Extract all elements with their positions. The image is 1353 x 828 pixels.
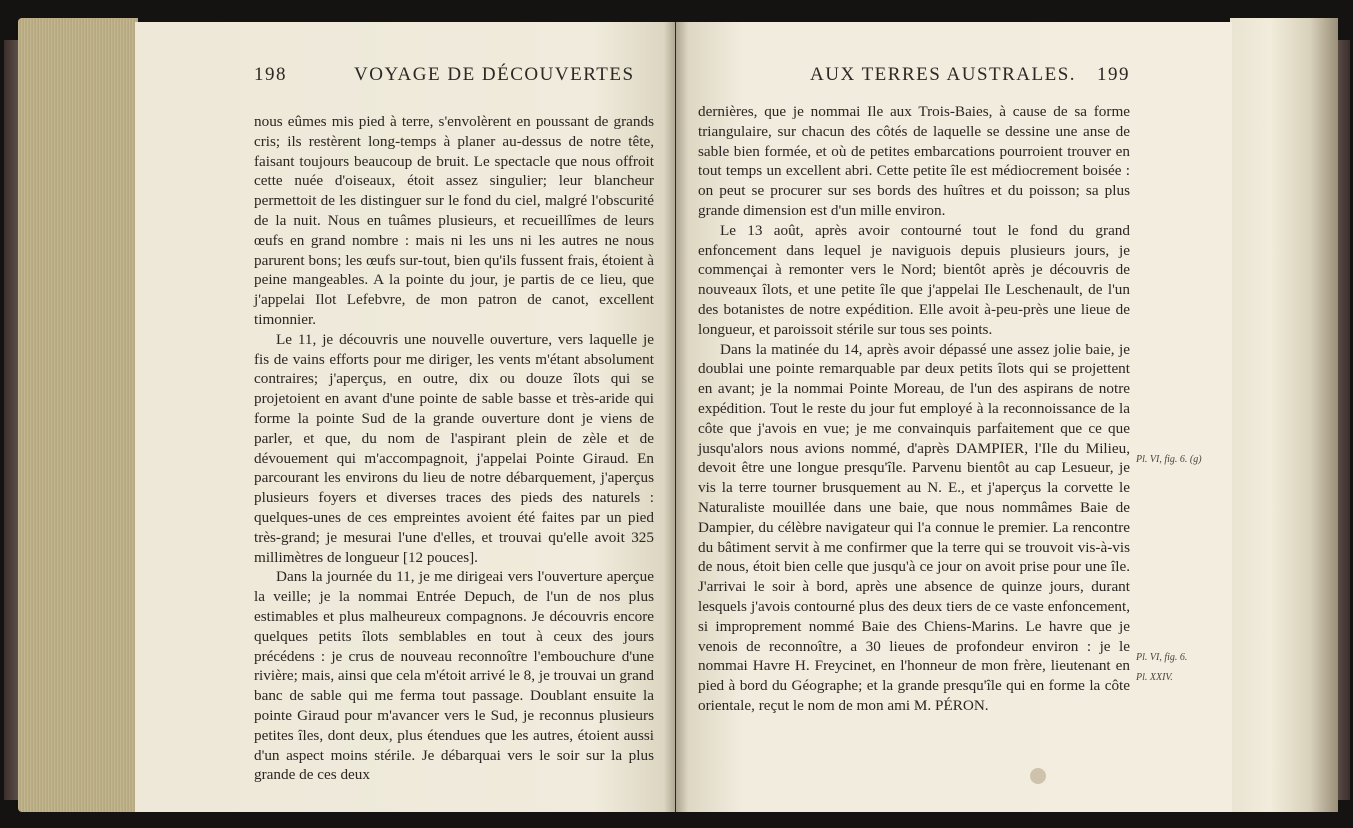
right-running-title: AUX TERRES AUSTRALES.: [810, 64, 1077, 85]
paragraph: Le 11, je découvris une nouvelle ouverture, vers laquelle je fis de vains efforts pour me diriger, les vents m'étant absolument contraires; j'aperçus, en outre, dix ou douze îlots qui se projetoient en avant d'une pointe de sable basse et très-aride qui forme la pointe Sud de la grande ouverture dont je viens de parler, et que, du nom de l'aspirant plein de zèle et de dévouement qui m'accompagnoit, j'appelai Pointe Giraud. En parcourant les environs du lieu de notre débarquement, j'aperçus plusieurs foyers et diverses traces des pieds des naturels : quelques-unes de ces empreintes avoient été faites par un pied très-grand; je mesurai l'une d'elles, et trouvai qu'elle avoit 325 millimètres de longueur [12 pouces].: [254, 330, 654, 566]
left-page-number: 198: [254, 64, 287, 85]
left-page-header: [254, 60, 654, 86]
right-page-number: 199: [1097, 64, 1130, 85]
left-running-title: VOYAGE DE DÉCOUVERTES: [354, 64, 635, 85]
book-gutter: [664, 22, 688, 812]
paper-stain: [1030, 768, 1046, 784]
page-edges-right: [1230, 18, 1338, 812]
paragraph: Dans la matinée du 14, après avoir dépassé une assez jolie baie, je doublai une pointe remarquable par deux petits îlots qui se projettent en avant; je la nommai Pointe Moreau, de l'un des aspirans de notre expédition. Tout le reste du jour fut employé à la reconnoissance de la côte que j'avois en vue; je me convainquis parfaitement que ce que jusqu'alors nous avions nommé, d'après DAMPIER, l'Ile du Milieu, devoit être une longue presqu'île. Parvenu bientôt au cap Lesueur, je vis la terre tourner brusquement au N. E., et j'aperçus la corvette le Naturaliste mouillée dans une baie, que nous nommâmes Baie de Dampier, du célèbre navigateur qui l'a connue le premier. La rencontre du bâtiment servit à me confirmer que la terre qui se trouvoit vis-à-vis de nous, étoit bien celle que jusqu'à ce jour on avoit prise pour une île. J'arrivai le soir à bord, après une absence de quinze jours, durant lesquels j'avois contourné plus des deux tiers de ce vaste enfoncement, si improprement nommé Baie des Chiens-Marins. Le havre que je venois de reconnoître, a 30 lieues de profondeur environ : je le nommai Havre H. Freycinet, en l'honneur de mon frère, lieutenant en pied à bord du Géographe; et la grande presqu'île qui en forme la côte orientale, reçut le nom de mon ami M. PÉRON.: [698, 340, 1130, 714]
margin-note: Pl. VI, fig. 6. (g): [1136, 454, 1202, 465]
margin-note: Pl. XXIV.: [1136, 672, 1173, 683]
paragraph: Le 13 août, après avoir contourné tout le fond du grand enfoncement dans lequel je naviguois depuis plusieurs jours, je commençai à remonter vers le Nord; bientôt après je découvris de nouveaux îlots, et une petite île que j'appelai Ile Leschenault, de l'un des botanistes de notre expédition. Elle avoit à-peu-près une lieue de longueur, et paroissoit stérile sur tous ses points.: [698, 221, 1130, 338]
left-page-body: [254, 112, 654, 785]
margin-note: Pl. VI, fig. 6.: [1136, 652, 1188, 663]
paragraph: nous eûmes mis pied à terre, s'envolèrent en poussant de grands cris; ils restèrent long-temps à planer au-dessus de notre tête, faisant toujours beaucoup de bruit. Le spectacle que nous offroit cette nuée d'oiseaux, étoit assez singulier; leur blancheur permettoit de les distinguer sur le fond du ciel, malgré l'obscurité de la nuit. Nous en tuâmes plusieurs, et recueillîmes de leurs œufs en grand nombre : mais ni les uns ni les autres ne nous parurent bons; les œufs sur-tout, bien qu'ils fussent frais, étoient à peine mangeables. A la pointe du jour, je partis de ce lieu, que j'appelai Ilot Lefebvre, de mon patron de canot, excellent timonnier.: [254, 113, 654, 328]
paragraph: Dans la journée du 11, je me dirigeai vers l'ouverture aperçue la veille; je la nommai Entrée Depuch, de l'un de nos plus estimables et plus malheureux compagnons. Je découvris encore quelques petits îlots semblables en tout à ceux des jours précédens : je crus de nouveau reconnoître l'embouchure d'une rivière; mais, ainsi que cela m'étoit arrivé le 8, je trouvai un grand banc de sable qui me ferma tout passage. Doublant ensuite la pointe Giraud pour m'avancer vers le Sud, je reconnus plusieurs petites îles, dont deux, plus étendues que les autres, étoient aussi d'un aspect moins stérile. Je débarquai vers le soir sur la plus grande de ces deux: [254, 568, 654, 784]
right-page-body: [698, 102, 1130, 716]
right-page-header: [700, 60, 1130, 86]
paragraph: dernières, que je nommai Ile aux Trois-Baies, à cause de sa forme triangulaire, sur chacun des côtés de laquelle se dessine une anse de sable bien formée, et où de petites embarcations pourroient trouver en tout temps un excellent abri. Cette petite île est médiocrement boisée : on peut se procurer sur ses bords des huîtres et du poisson; sa plus grande dimension est d'un mille environ.: [698, 103, 1130, 219]
page-edges-left: [18, 18, 138, 812]
